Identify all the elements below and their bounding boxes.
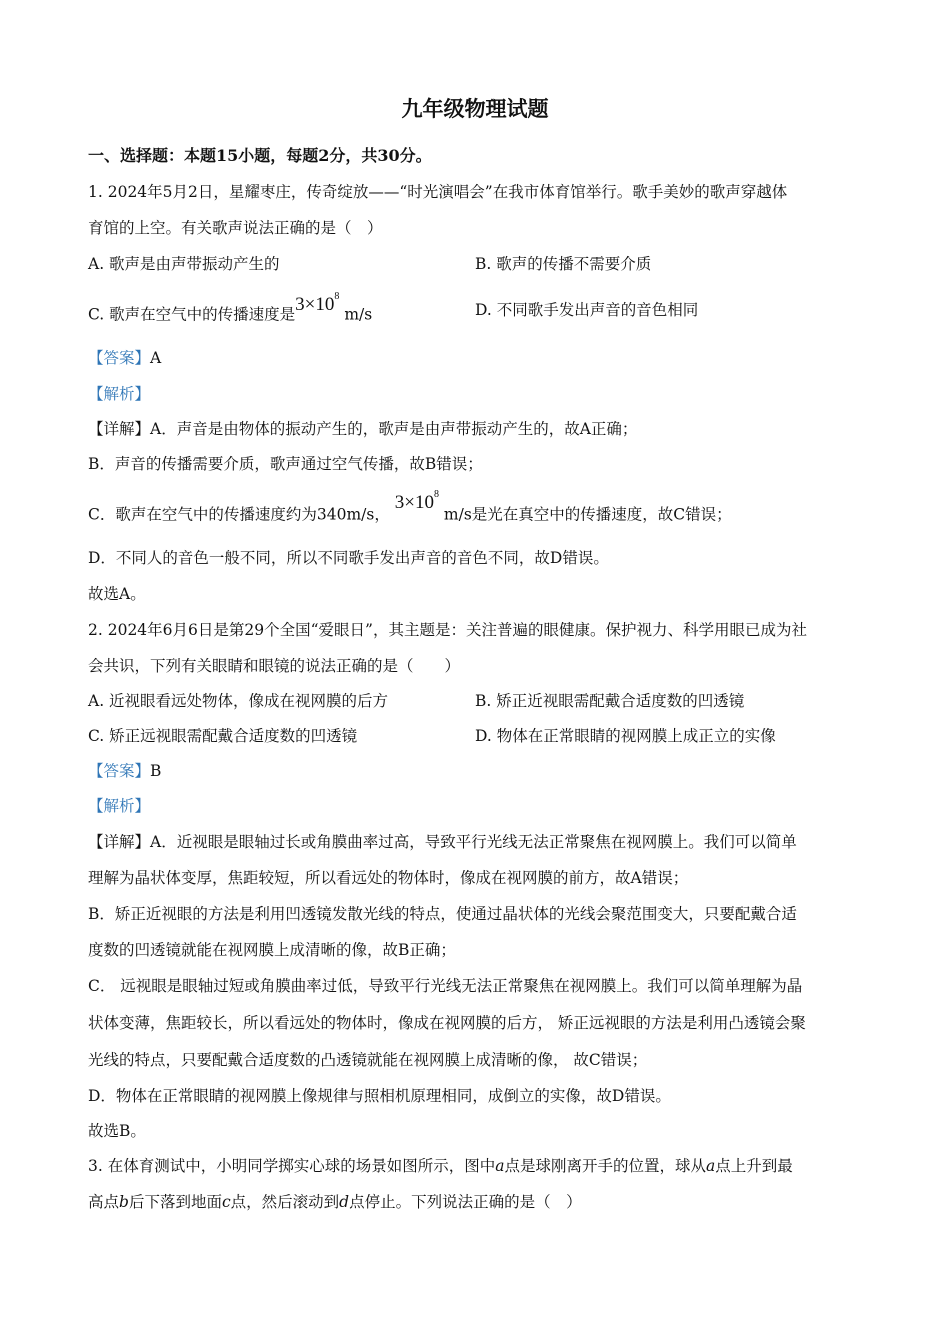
q2-detail-b-line1: B．矫正近视眼的方法是利用凹透镜发散光线的特点，使通过晶状体的光线会聚范围变大，只要配戴合适 [88, 905, 797, 923]
q1-conclusion: 故选A。 [88, 585, 146, 603]
q3-text: 点上升到最 [715, 1157, 793, 1175]
q2-detail-a-line1 [88, 832, 797, 852]
formula-exponent: 8 [433, 489, 439, 500]
q1-answer [88, 348, 161, 368]
answer-value: B [150, 762, 162, 780]
q2-detail-c-line1: C． 远视眼是眼轴过短或角膜曲率过低，导致平行光线无法正常聚焦在视网膜上。我们可以简单理解为晶 [88, 977, 803, 995]
page-title: 九年级物理试题 [401, 96, 549, 121]
q2-conclusion: 故选B。 [88, 1122, 146, 1140]
q3-text: 3. 在体育测试中，小明同学掷实心球的场景如图所示，图中 [88, 1157, 496, 1175]
q1-option-c-text: C. 歌声在空气中的传播速度是 [88, 305, 296, 324]
q3-text: 后下落到地面 [128, 1193, 222, 1211]
answer-label: 【答案】 [88, 762, 151, 780]
q3-var-a: a [495, 1157, 505, 1175]
q2-answer [88, 761, 161, 781]
q3-var-b: b [119, 1193, 129, 1211]
q1-analysis-label: 【解析】 [88, 385, 151, 403]
q3-var-a: a [705, 1157, 716, 1175]
q1-option-c-unit: m/s [344, 305, 373, 324]
detail-label: 【详解】 [88, 833, 151, 851]
q1-option-a: A. 歌声是由声带振动产生的 [88, 255, 280, 273]
q1-detail-d: D．不同人的音色一般不同，所以不同歌手发出声音的音色不同，故D错误。 [88, 549, 609, 567]
formula-base: 3×10 [295, 294, 335, 316]
q1-stem-line1: 1. 2024年5月2日，星耀枣庄，传奇绽放——“时光演唱会”在我市体育馆举行。歌手美妙的歌声穿越体 [88, 183, 788, 201]
q3-text: 点，然后滚动到 [230, 1193, 340, 1211]
q2-detail-a-line2: 理解为晶状体变厚，焦距较短，所以看远处的物体时，像成在视网膜的前方，故A错误； [88, 869, 689, 887]
detail-text: A．声音是由物体的振动产生的，歌声是由声带振动产生的，故A正确； [150, 420, 638, 438]
q1-option-b: B. 歌声的传播不需要介质 [475, 255, 652, 273]
answer-label: 【答案】 [88, 349, 151, 367]
detail-text: A．近视眼是眼轴过长或角膜曲率过高，导致平行光线无法正常聚焦在视网膜上。我们可以简单 [150, 833, 797, 851]
q2-analysis-label: 【解析】 [88, 797, 151, 815]
q2-stem-line2: 会共识，下列有关眼睛和眼镜的说法正确的是（ ） [88, 657, 461, 675]
q1-detail-c [88, 489, 732, 524]
formula-base: 3×10 [394, 492, 434, 514]
section-heading: 一、选择题：本题15小题，每题2分，共30分。 [88, 146, 432, 165]
q2-option-b: B. 矫正近视眼需配戴合适度数的凹透镜 [475, 692, 745, 710]
q2-detail-b-line2: 度数的凹透镜就能在视网膜上成清晰的像，故B正确； [88, 941, 456, 959]
q1-option-c [88, 291, 373, 324]
q1-detail-b: B．声音的传播需要介质，歌声通过空气传播，故B错误； [88, 455, 483, 473]
q2-detail-c-line3: 光线的特点，只要配戴合适度数的凸透镜就能在视网膜上成清晰的像， 故C错误； [88, 1051, 648, 1069]
q2-stem-line1: 2. 2024年6月6日是第29个全国“爱眼日”，其主题是：关注普遍的眼健康。保护视力、科学用眼已成为社 [88, 621, 807, 639]
q2-detail-d: D．物体在正常眼睛的视网膜上像规律与照相机原理相同，成倒立的实像，故D错误。 [88, 1087, 671, 1105]
q3-stem-line1 [88, 1156, 793, 1176]
q3-text: 点停止。下列说法正确的是（ ） [349, 1193, 582, 1211]
q2-detail-c-line2: 状体变薄，焦距较长，所以看远处的物体时，像成在视网膜的后方， 矫正远视眼的方法是利用凸透镜会聚 [88, 1014, 806, 1032]
q1-stem-line2: 育馆的上空。有关歌声说法正确的是（ ） [88, 219, 383, 237]
formula-exponent: 8 [334, 291, 340, 302]
q3-text: 点是球刚离开手的位置，球从 [504, 1157, 706, 1175]
q3-text: 高点 [88, 1193, 120, 1211]
detail-label: 【详解】 [88, 420, 151, 438]
detail-c-text: C．歌声在空气中的传播速度约为340m/s， [88, 505, 390, 524]
q1-detail-a [88, 419, 637, 439]
q2-option-a: A. 近视眼看远处物体，像成在视网膜的后方 [88, 692, 389, 710]
detail-c-text-post: m/s是光在真空中的传播速度，故C错误； [443, 505, 732, 524]
q1-option-d: D. 不同歌手发出声音的音色相同 [475, 301, 699, 319]
q3-var-c: c [221, 1193, 231, 1211]
q2-option-c: C. 矫正远视眼需配戴合适度数的凹透镜 [88, 727, 358, 745]
answer-value: A [150, 349, 162, 367]
q1-option-c-formula [295, 291, 340, 316]
q1-detail-c-formula [394, 489, 439, 514]
q2-option-d: D. 物体在正常眼睛的视网膜上成正立的实像 [475, 727, 776, 745]
q3-stem-line2 [88, 1192, 582, 1212]
q3-var-d: d [339, 1193, 350, 1211]
